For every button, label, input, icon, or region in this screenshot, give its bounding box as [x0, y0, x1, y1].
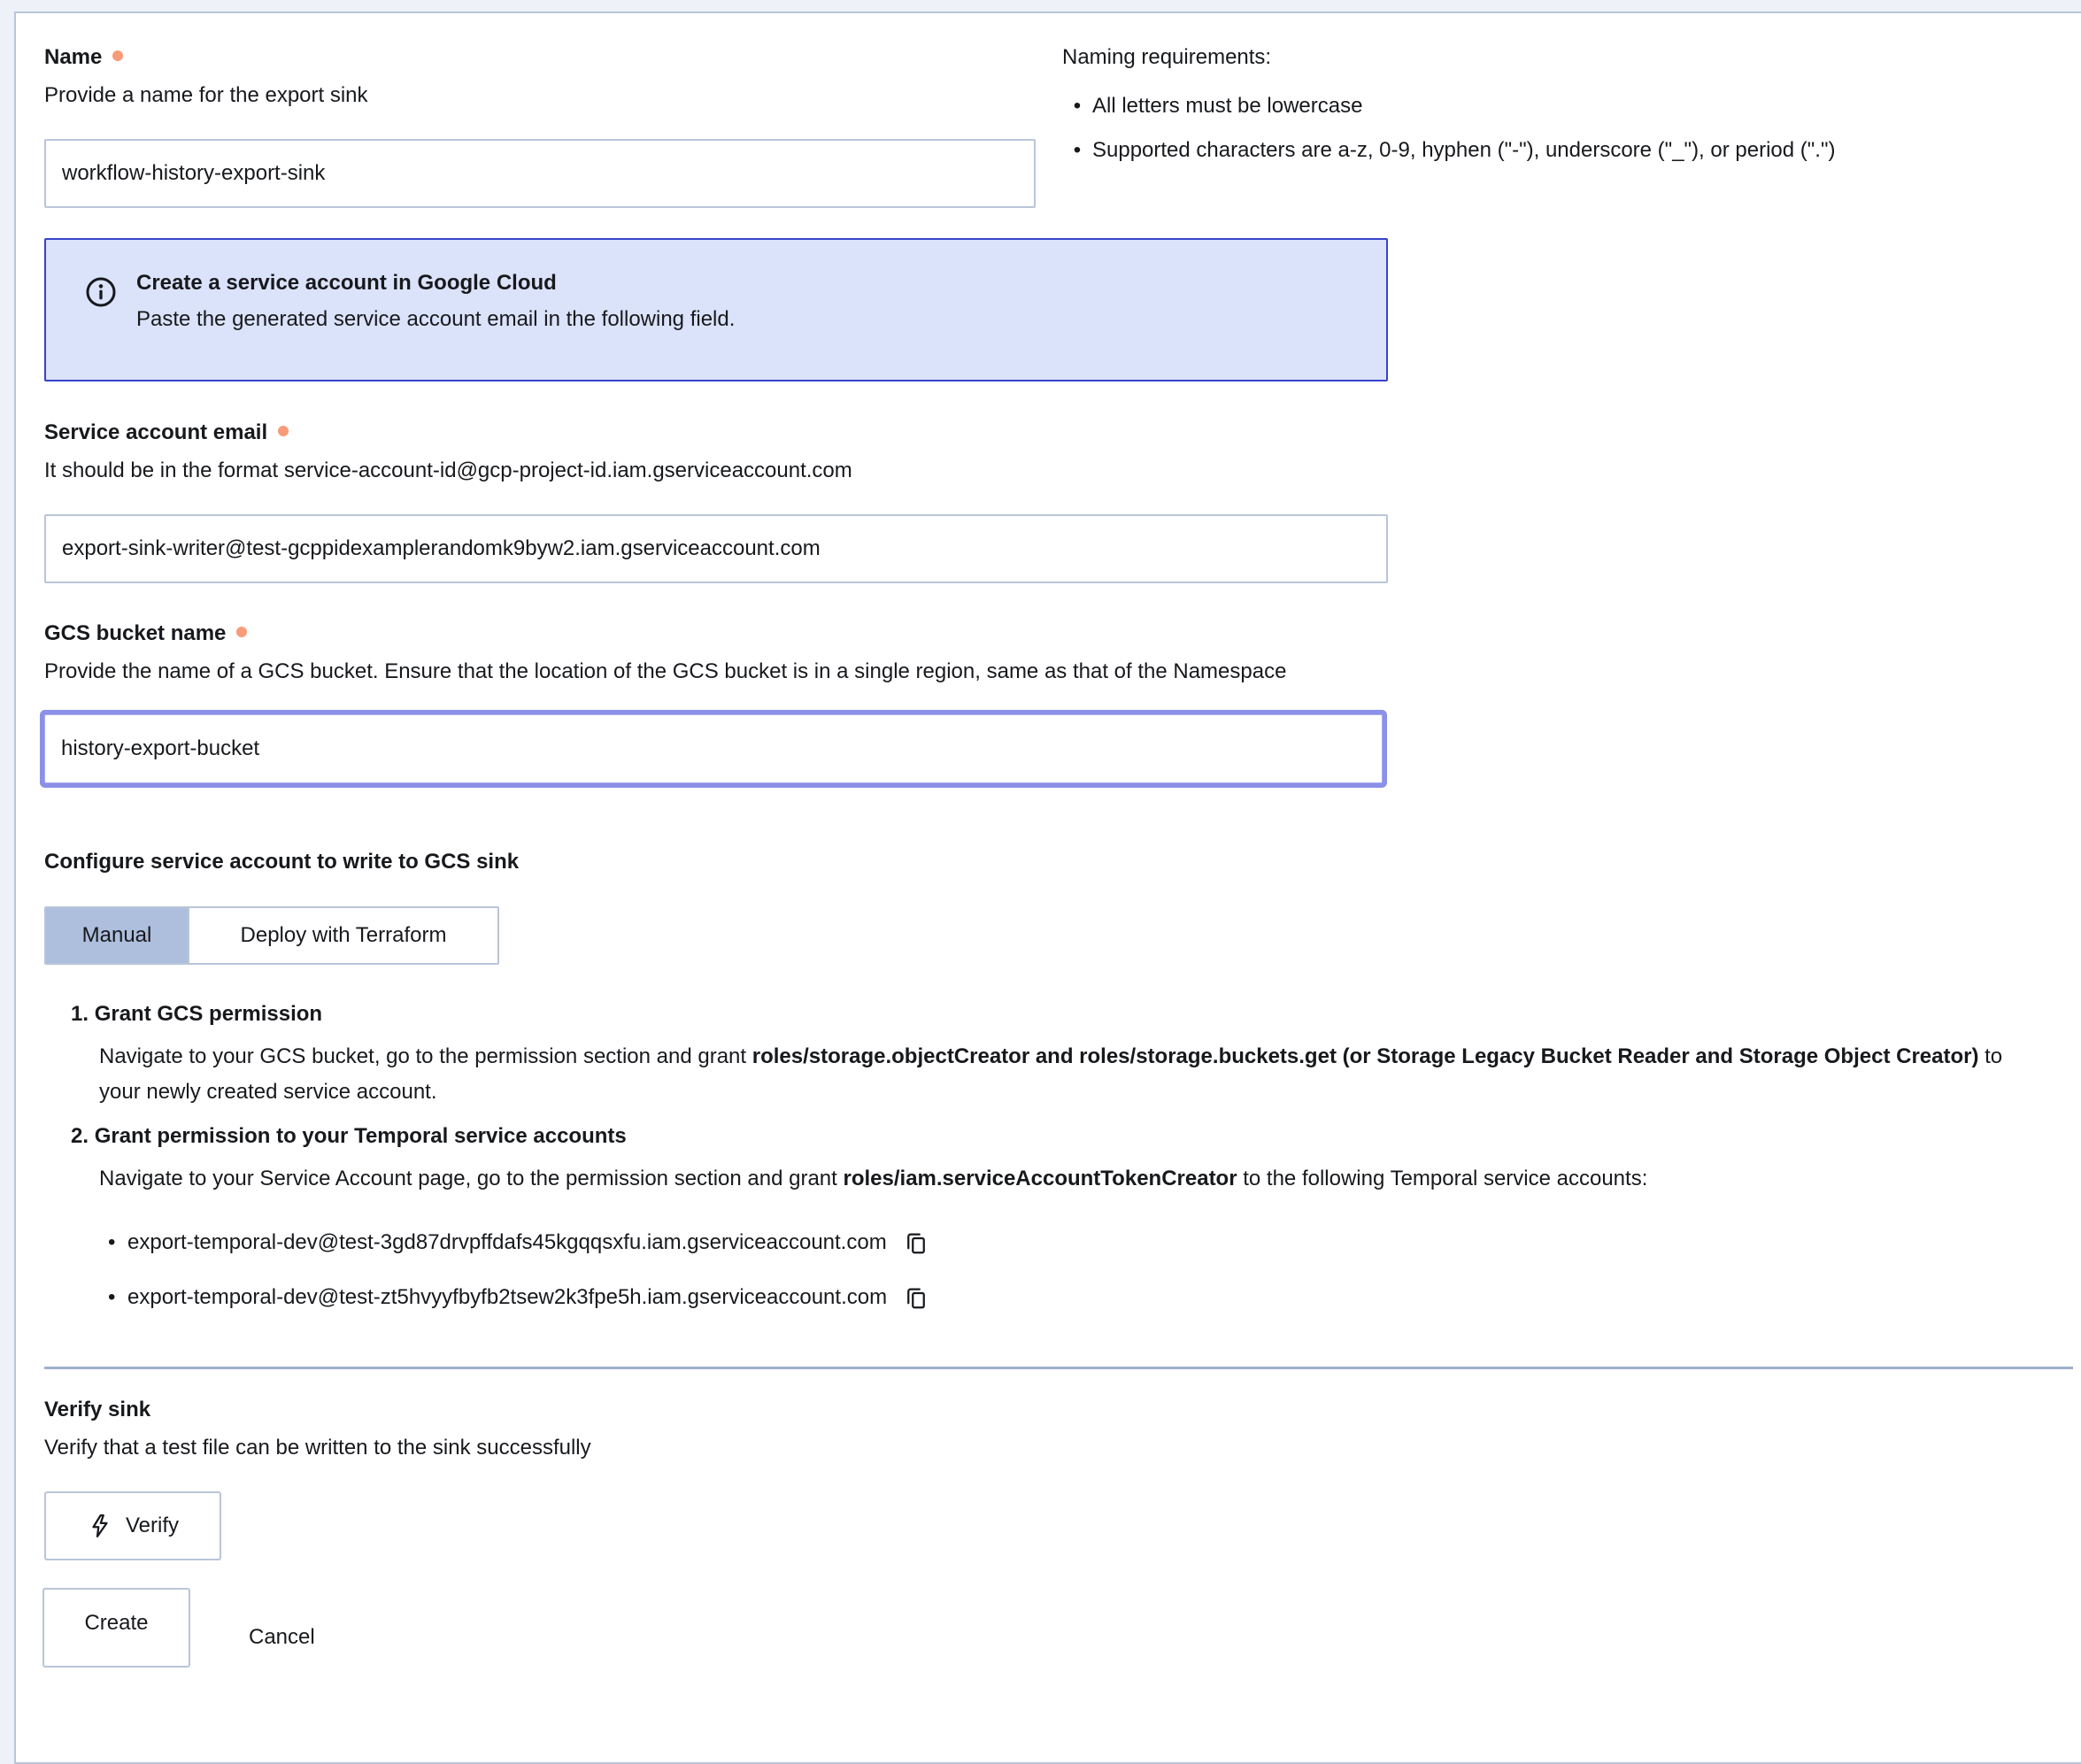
naming-requirement-text: All letters must be lowercase — [1092, 94, 1363, 118]
step-body — [99, 1161, 2038, 1197]
bullet-icon: • — [1073, 138, 1082, 162]
form-actions — [42, 1588, 2081, 1668]
name-field-column — [44, 45, 1036, 208]
configure-section-title: Configure service account to write to GCS sink — [44, 850, 520, 874]
verify-sink-description: Verify that a test file can be written to the sink successfully — [44, 1436, 591, 1460]
info-banner — [44, 238, 1388, 381]
tab-deploy-with-terraform[interactable] — [188, 908, 497, 963]
section-divider — [44, 1367, 2073, 1369]
configure-tabs — [44, 906, 499, 965]
step-title — [71, 1002, 2081, 1027]
step-grant-temporal-permission — [71, 1124, 2081, 1197]
bullet-icon: • — [108, 1285, 116, 1309]
copy-icon[interactable] — [903, 1229, 931, 1257]
service-account-section — [44, 420, 2081, 583]
list-item — [108, 1283, 2081, 1312]
list-item — [108, 1229, 2081, 1257]
step-number: 1. — [71, 1002, 89, 1026]
step-number: 2. — [71, 1124, 89, 1148]
verify-button-label: Verify — [125, 1514, 180, 1537]
list-item — [1062, 135, 2081, 166]
step-grant-gcs-permission — [71, 1002, 2081, 1110]
service-account-label-row — [44, 420, 2081, 445]
info-icon — [85, 276, 117, 308]
step-body-text: to the following Temporal service accounts: — [1237, 1167, 1648, 1190]
name-label: Name — [44, 45, 103, 69]
tab-deploy-label: Deploy with Terraform — [240, 923, 447, 947]
name-description: Provide a name for the export sink — [44, 83, 368, 107]
create-button[interactable] — [42, 1588, 190, 1668]
step-body-text: Navigate to your GCS bucket, go to the permission section and grant — [99, 1044, 752, 1068]
bullet-icon: • — [108, 1230, 116, 1254]
bucket-label: GCS bucket name — [44, 621, 227, 645]
cancel-button[interactable] — [249, 1625, 315, 1650]
required-dot-icon — [236, 627, 247, 637]
info-banner-text — [136, 265, 735, 337]
naming-requirements — [1062, 45, 2081, 166]
name-input[interactable] — [44, 139, 1036, 208]
required-dot-icon — [278, 426, 289, 436]
bucket-name-input[interactable] — [44, 714, 1383, 783]
verify-button[interactable] — [44, 1491, 221, 1560]
service-account-email-input[interactable] — [44, 514, 1388, 583]
export-sink-form — [14, 12, 2081, 1764]
step-title-text: Grant permission to your Temporal service accounts — [94, 1124, 627, 1148]
step-body-bold: roles/storage.objectCreator and roles/storage.buckets.get (or Storage Legacy Bucket Reader and Storage Object Creator) — [751, 1044, 1979, 1068]
service-account-label: Service account email — [44, 420, 268, 444]
naming-requirements-title: Naming requirements: — [1062, 45, 1272, 69]
bucket-label-row — [44, 621, 2081, 646]
cancel-button-label: Cancel — [249, 1625, 315, 1649]
tab-manual[interactable] — [46, 908, 188, 963]
step-title — [71, 1124, 2081, 1149]
step-body-text: Navigate to your Service Account page, go to the permission section and grant — [99, 1167, 844, 1190]
step-body-text: to your newly created service account. — [99, 1044, 2003, 1104]
list-item — [1062, 91, 2081, 121]
step-body-bold: roles/iam.serviceAccountTokenCreator — [843, 1167, 1237, 1190]
naming-requirements-list — [1062, 91, 2081, 166]
name-section — [44, 45, 2081, 208]
bucket-section — [44, 621, 2081, 783]
info-banner-body: Paste the generated service account email in the following field. — [136, 307, 736, 331]
tab-manual-label: Manual — [81, 923, 152, 947]
step-body — [99, 1039, 2038, 1110]
bullet-icon: • — [1073, 94, 1082, 118]
lightning-icon — [87, 1513, 113, 1539]
step-title-text: Grant GCS permission — [94, 1002, 323, 1026]
info-banner-title: Create a service account in Google Cloud — [136, 271, 557, 295]
copy-icon[interactable] — [903, 1283, 931, 1312]
naming-requirement-text: Supported characters are a-z, 0-9, hyphen ("-"), underscore ("_"), or period (".") — [1092, 138, 1836, 162]
service-account-description: It should be in the format service-account-id@gcp-project-id.iam.gserviceaccount.com — [44, 458, 852, 482]
verify-sink-title: Verify sink — [44, 1398, 151, 1421]
service-account-email: export-temporal-dev@test-zt5hvyyfbyfb2tsew2k3fpe5h.iam.gserviceaccount.com — [127, 1285, 888, 1309]
temporal-service-accounts-list — [108, 1229, 2081, 1312]
name-label-row — [44, 45, 1036, 70]
bucket-description: Provide the name of a GCS bucket. Ensure that the location of the GCS bucket is in a single region, same as that of the Namespace — [44, 659, 1287, 683]
create-button-label: Create — [84, 1611, 149, 1635]
required-dot-icon — [112, 50, 123, 61]
service-account-email: export-temporal-dev@test-3gd87drvpffdafs45kgqqsxfu.iam.gserviceaccount.com — [127, 1230, 887, 1254]
